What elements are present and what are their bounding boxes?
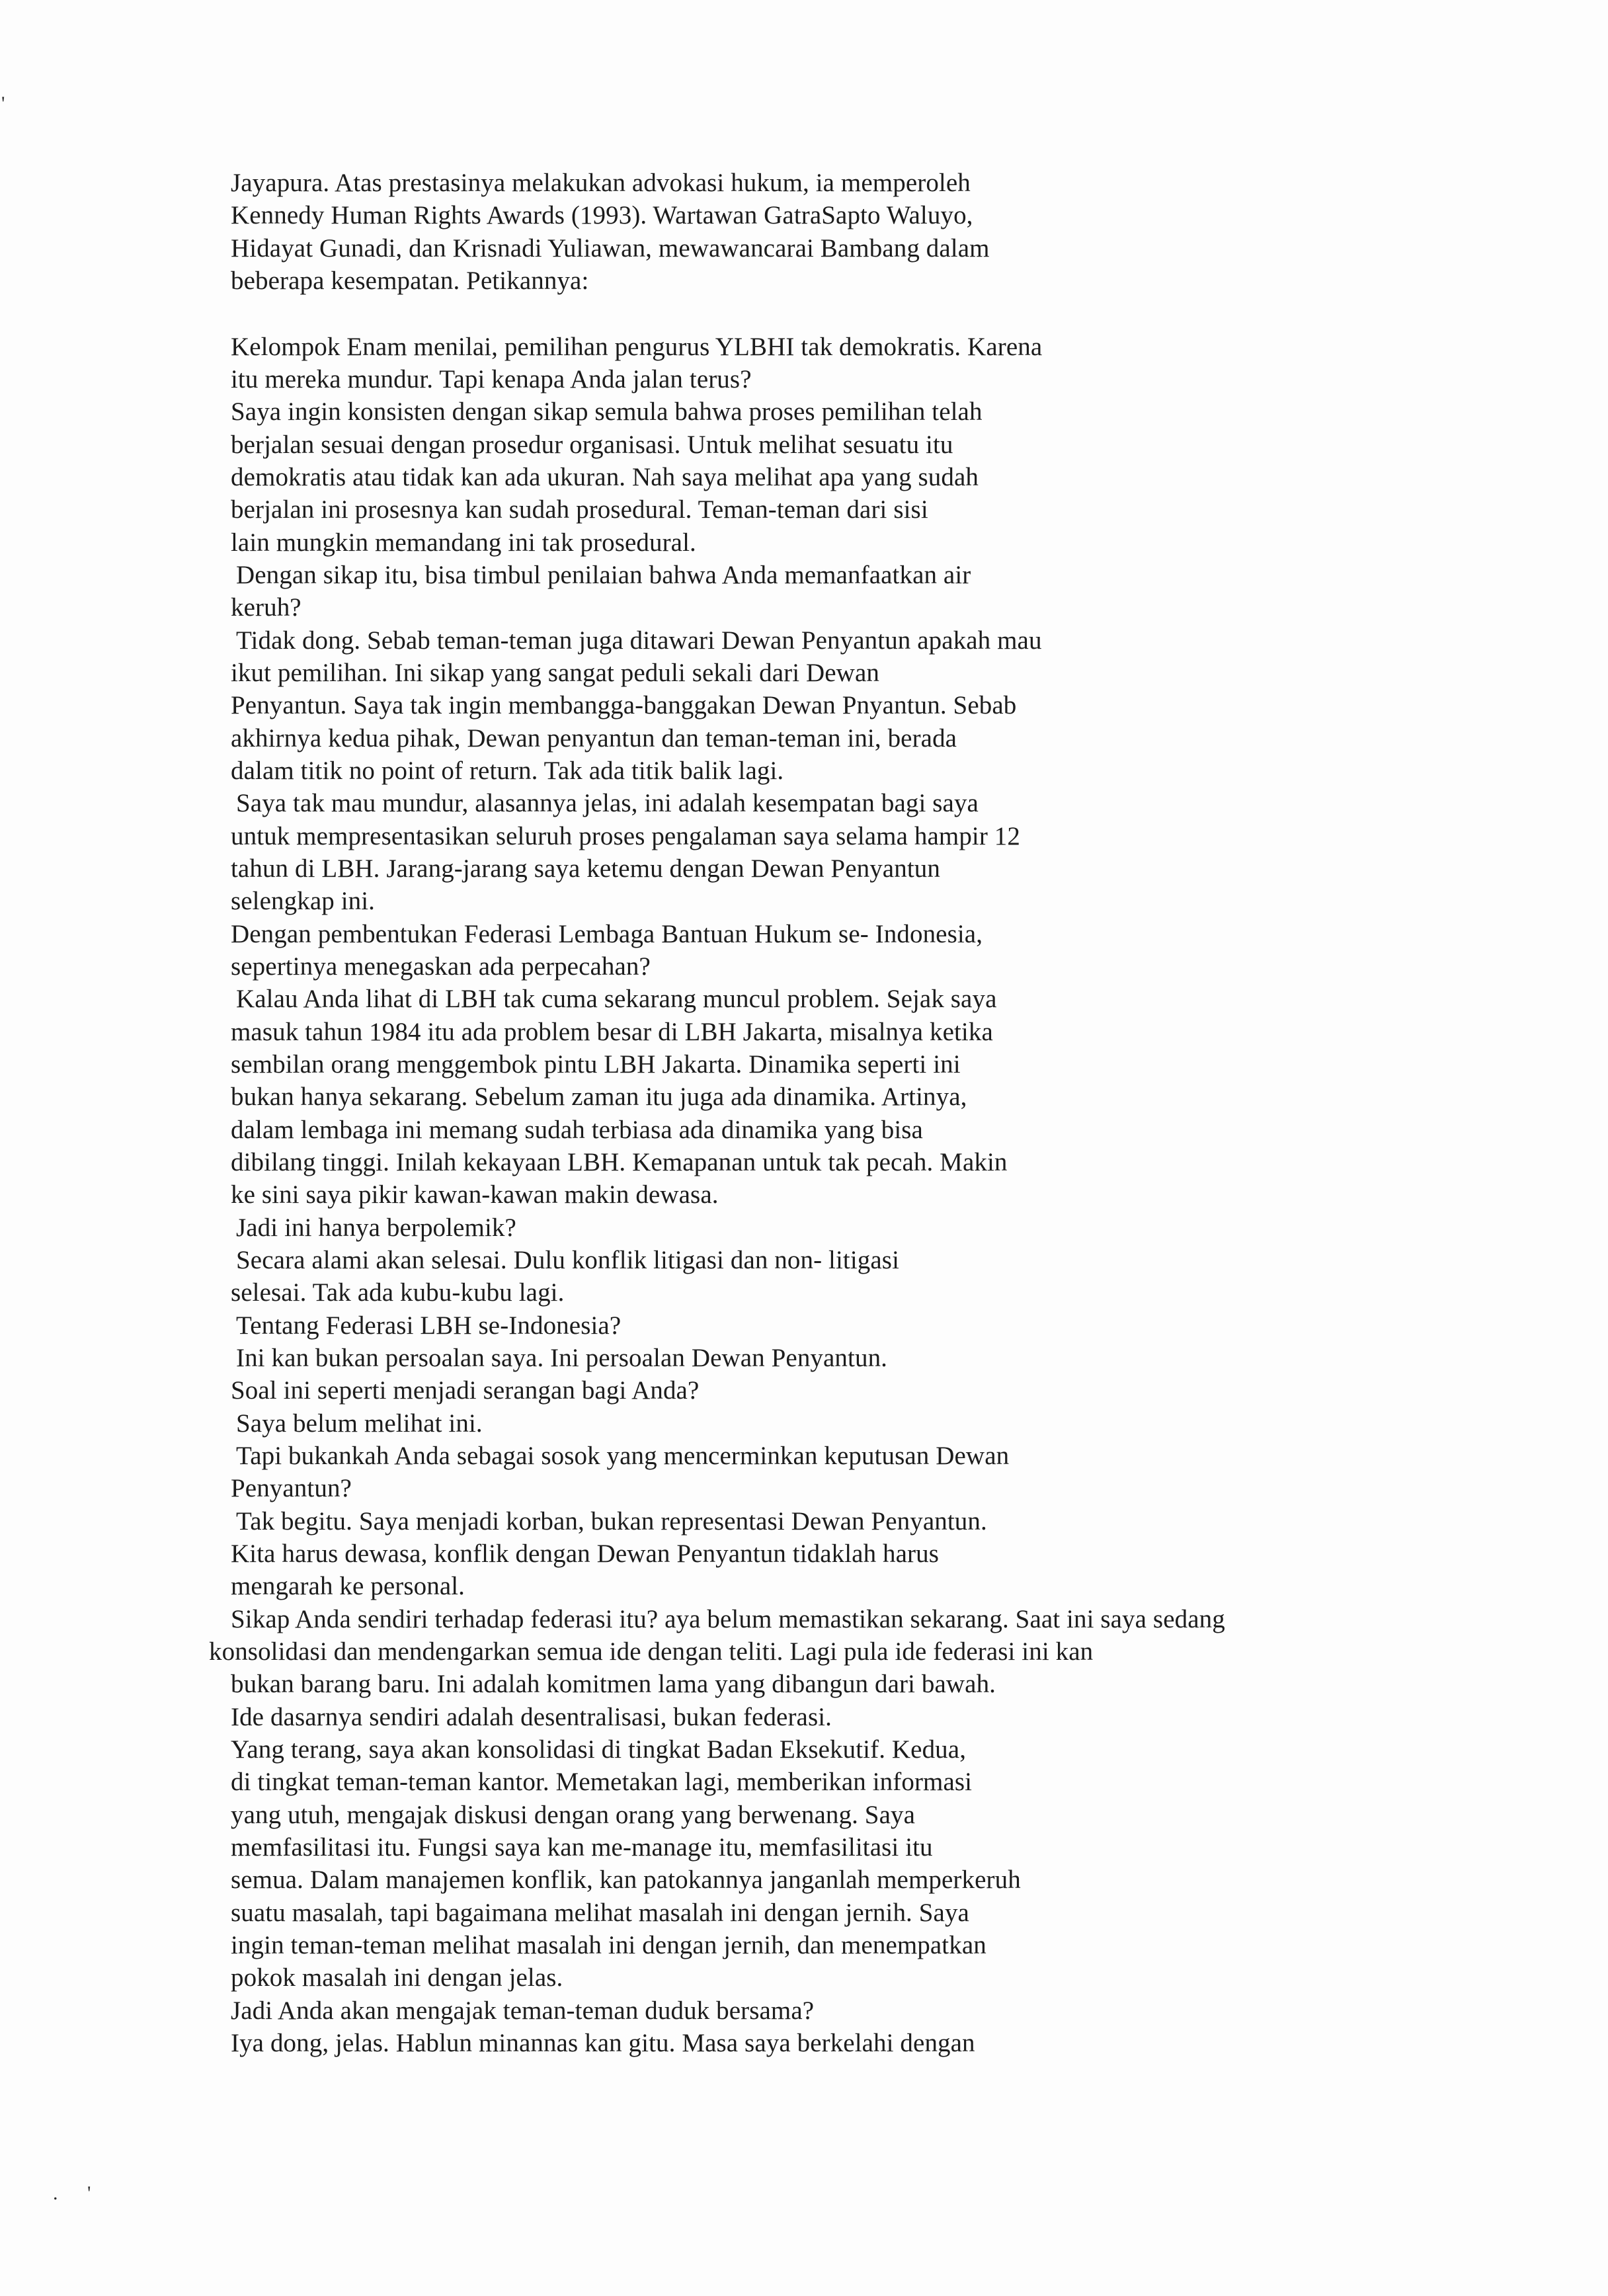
- answer-line: berjalan ini prosesnya kan sudah prosedural. Teman-teman dari sisi: [231, 495, 928, 524]
- answer-line: akhirnya kedua pihak, Dewan penyantun dan teman-teman ini, berada: [231, 724, 957, 753]
- question-line: Iya dong, jelas. Hablun minannas kan gitu. Masa saya berkelahi dengan: [231, 2029, 975, 2057]
- answer-line: Jadi Anda akan mengajak teman-teman duduk bersama?: [231, 1996, 815, 2025]
- question-line: keruh?: [231, 593, 302, 622]
- answer-line: lain mungkin memandang ini tak prosedural.: [231, 528, 696, 557]
- answer-line: selengkap ini.: [231, 887, 376, 915]
- question-line: sepertinya menegaskan ada perpecahan?: [231, 952, 651, 981]
- answer-line: dalam titik no point of return. Tak ada titik balik lagi.: [231, 757, 784, 785]
- answer-line: Tidak dong. Sebab teman-teman juga ditawari Dewan Penyantun apakah mau: [236, 626, 1042, 655]
- question-line: Dengan sikap itu, bisa timbul penilaian bahwa Anda memanfaatkan air: [236, 561, 971, 589]
- answer-line: yang utuh, mengajak diskusi dengan orang yang berwenang. Saya: [231, 1801, 915, 1829]
- answer-line: ikut pemilihan. Ini sikap yang sangat peduli sekali dari Dewan: [231, 659, 879, 687]
- answer-line: bukan hanya sekarang. Sebelum zaman itu juga ada dinamika. Artinya,: [231, 1083, 967, 1111]
- answer-line: sembilan orang menggembok pintu LBH Jakarta. Dinamika seperti ini: [231, 1050, 961, 1079]
- question-line: Soal ini seperti menjadi serangan bagi Anda?: [231, 1376, 700, 1405]
- answer-line: ke sini saya pikir kawan-kawan makin dewasa.: [231, 1180, 719, 1209]
- question-line: Kelompok Enam menilai, pemilihan pengurus YLBHI tak demokratis. Karena: [231, 333, 1043, 361]
- text-line: Jayapura. Atas prestasinya melakukan advokasi hukum, ia memperoleh: [231, 169, 971, 197]
- question-line: itu mereka mundur. Tapi kenapa Anda jalan terus?: [231, 365, 752, 393]
- answer-line: Saya tak mau mundur, alasannya jelas, ini adalah kesempatan bagi saya: [236, 789, 979, 817]
- scan-speck-mark: ': [1, 93, 5, 114]
- answer-line: Penyantun. Saya tak ingin membangga-banggakan Dewan Pnyantun. Sebab: [231, 691, 1017, 719]
- answer-line: Tak begitu. Saya menjadi korban, bukan representasi Dewan Penyantun.: [236, 1507, 987, 1536]
- question-line: Tapi bukankah Anda sebagai sosok yang mencerminkan keputusan Dewan: [236, 1442, 1010, 1470]
- answer-line: dalam lembaga ini memang sudah terbiasa ada dinamika yang bisa: [231, 1116, 923, 1144]
- answer-line: bukan barang baru. Ini adalah komitmen lama yang dibangun dari bawah.: [231, 1670, 996, 1698]
- answer-line: di tingkat teman-teman kantor. Memetakan lagi, memberikan informasi: [231, 1768, 973, 1796]
- text-line: Kennedy Human Rights Awards (1993). Wartawan GatraSapto Waluyo,: [231, 201, 973, 229]
- answer-line: Saya ingin konsisten dengan sikap semula bahwa proses pemilihan telah: [231, 397, 983, 426]
- answer-line: Saya belum melihat ini.: [236, 1409, 483, 1438]
- answer-line: untuk mempresentasikan seluruh proses pengalaman saya selama hampir 12: [231, 822, 1020, 850]
- answer-line: tahun di LBH. Jarang-jarang saya ketemu dengan Dewan Penyantun: [231, 854, 940, 883]
- answer-line: konsolidasi dan mendengarkan semua ide dengan teliti. Lagi pula ide federasi ini kan: [209, 1637, 1094, 1666]
- scan-speck-mark: ': [87, 2182, 91, 2204]
- answer-line: ingin teman-teman melihat masalah ini dengan jernih, dan menempatkan: [231, 1931, 986, 1959]
- question-line: Jadi ini hanya berpolemik?: [236, 1213, 516, 1242]
- answer-line: selesai. Tak ada kubu-kubu lagi.: [231, 1278, 565, 1307]
- answer-line: Secara alami akan selesai. Dulu konflik litigasi dan non- litigasi: [236, 1246, 900, 1274]
- answer-line: Ini kan bukan persoalan saya. Ini persoalan Dewan Penyantun.: [236, 1344, 888, 1372]
- answer-line: berjalan sesuai dengan prosedur organisasi. Untuk melihat sesuatu itu: [231, 430, 953, 459]
- answer-line: masuk tahun 1984 itu ada problem besar di LBH Jakarta, misalnya ketika: [231, 1018, 993, 1046]
- answer-line: dibilang tinggi. Inilah kekayaan LBH. Kemapanan untuk tak pecah. Makin: [231, 1148, 1008, 1176]
- answer-line: Yang terang, saya akan konsolidasi di tingkat Badan Eksekutif. Kedua,: [231, 1735, 967, 1764]
- answer-line: demokratis atau tidak kan ada ukuran. Nah saya melihat apa yang sudah: [231, 463, 979, 491]
- question-line: Dengan pembentukan Federasi Lembaga Bantuan Hukum se- Indonesia,: [231, 920, 983, 948]
- answer-line: memfasilitasi itu. Fungsi saya kan me-manage itu, memfasilitasi itu: [231, 1833, 933, 1862]
- answer-line: mengarah ke personal.: [231, 1572, 465, 1600]
- question-line: Tentang Federasi LBH se-Indonesia?: [236, 1311, 622, 1340]
- scan-speck-mark: .: [53, 2182, 58, 2204]
- question-line: Sikap Anda sendiri terhadap federasi itu? aya belum memastikan sekarang. Saat ini saya sedang: [231, 1605, 1225, 1633]
- answer-line: suatu masalah, tapi bagaimana melihat masalah ini dengan jernih. Saya: [231, 1899, 969, 1927]
- answer-line: Kalau Anda lihat di LBH tak cuma sekarang muncul problem. Sejak saya: [236, 985, 997, 1013]
- question-line: Penyantun?: [231, 1474, 352, 1502]
- text-line: beberapa kesempatan. Petikannya:: [231, 266, 589, 295]
- answer-line: Kita harus dewasa, konflik dengan Dewan Penyantun tidaklah harus: [231, 1539, 940, 1568]
- answer-line: Ide dasarnya sendiri adalah desentralisasi, bukan federasi.: [231, 1703, 832, 1731]
- text-line: Hidayat Gunadi, dan Krisnadi Yuliawan, mewawancarai Bambang dalam: [231, 234, 990, 263]
- answer-line: pokok masalah ini dengan jelas.: [231, 1963, 563, 1992]
- answer-line: semua. Dalam manajemen konflik, kan patokannya janganlah memperkeruh: [231, 1866, 1021, 1894]
